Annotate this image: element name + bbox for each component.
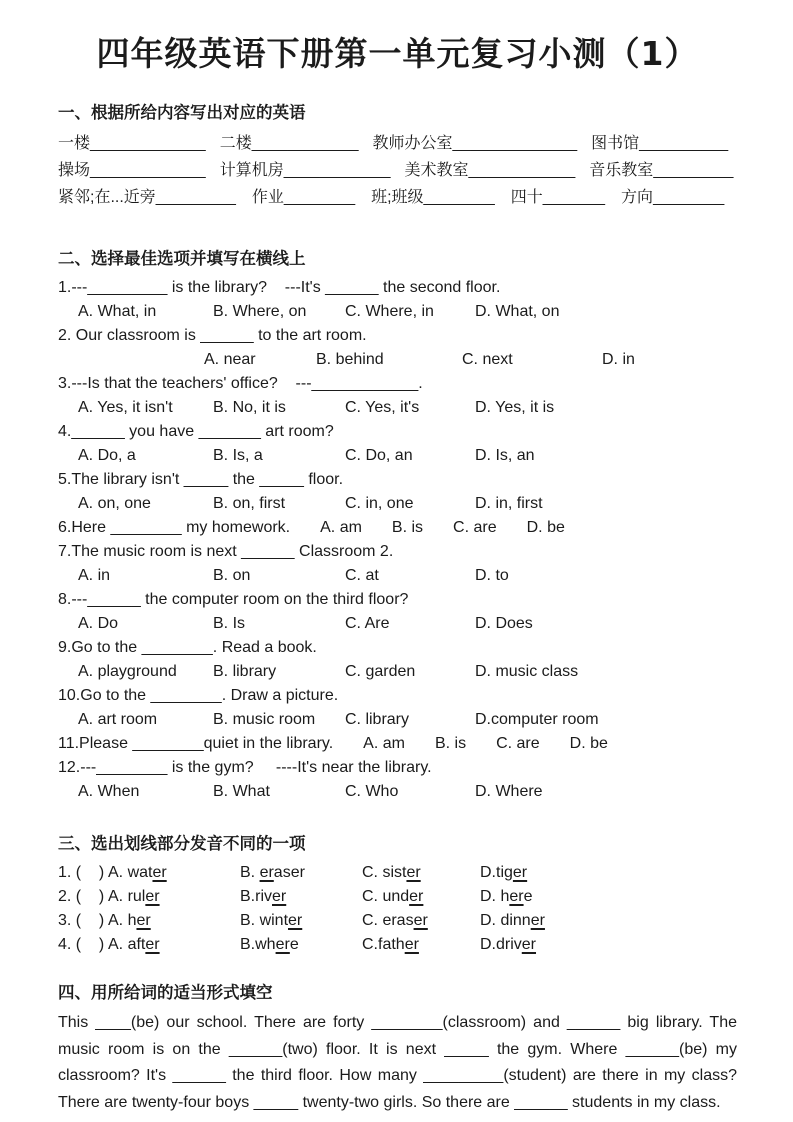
option: D. in, first	[475, 495, 543, 512]
answer-bracket: 3. ( )	[58, 912, 105, 929]
option: B. Where, on	[213, 303, 307, 320]
pronunciation-row	[58, 861, 737, 885]
answer-bracket: 1. ( )	[58, 864, 105, 881]
option: C. in, one	[345, 495, 414, 512]
question-options	[58, 348, 737, 372]
option: C. under	[362, 888, 424, 905]
vocab-item	[511, 184, 605, 211]
vocab-row	[58, 184, 737, 211]
vocab-item	[58, 157, 206, 184]
vocab-row	[58, 130, 737, 157]
answer-blank: _________	[155, 189, 236, 206]
option: B. Is	[213, 615, 246, 632]
vocab-label: 紧邻;在...近旁	[58, 189, 156, 206]
answer-blank: ____________	[251, 135, 359, 152]
option: D.computer room	[475, 711, 599, 728]
answer-blank: ____________	[283, 162, 391, 179]
option: C. Yes, it's	[345, 399, 420, 416]
option: B. library	[213, 663, 277, 680]
vocab-label: 音乐教室	[589, 162, 654, 179]
option: B.river	[240, 888, 287, 905]
vocab-label: 作业	[251, 189, 284, 206]
question-stem: 2. Our classroom is ______ to the art room.	[58, 327, 367, 344]
question-options	[58, 444, 737, 468]
option: B. is	[434, 735, 467, 752]
option: B. on, first	[213, 495, 286, 512]
vocab-item	[405, 157, 576, 184]
option: B. eraser	[240, 864, 305, 881]
option: A. ruler	[108, 888, 160, 905]
section-2-heading: 二、选择最佳选项并填写在横线上	[58, 250, 306, 268]
option: D. dinner	[480, 912, 545, 929]
section-multiple-choice	[58, 245, 737, 804]
pronunciation-row	[58, 909, 737, 933]
option: D. Does	[475, 615, 533, 632]
question-options	[58, 780, 737, 804]
vocab-item	[591, 130, 728, 157]
question-stem: 9.Go to the ________. Read a book.	[58, 639, 317, 656]
vocab-item	[220, 130, 359, 157]
option: C. Where, in	[345, 303, 434, 320]
section-3-rows	[58, 861, 737, 957]
question-options	[58, 612, 737, 636]
option: A. Do	[78, 615, 119, 632]
question-options	[58, 564, 737, 588]
option: C. Are	[345, 615, 390, 632]
vocab-row	[58, 157, 737, 184]
option: D. Where	[475, 783, 543, 800]
answer-blank: _____________	[90, 162, 206, 179]
vocab-label: 美术教室	[404, 162, 469, 179]
answer-bracket: 4. ( )	[58, 936, 105, 953]
answer-blank: ______________	[452, 135, 578, 152]
option: C. sister	[362, 864, 421, 881]
answer-blank: ________	[283, 189, 356, 206]
question-options	[58, 396, 737, 420]
vocab-label: 图书馆	[591, 135, 640, 152]
answer-bracket: 2. ( )	[58, 888, 105, 905]
option: B. No, it is	[213, 399, 286, 416]
section-cloze	[58, 979, 737, 1116]
question-stem: 6.Here ________ my homework.	[58, 519, 291, 536]
question-stem: 11.Please ________quiet in the library.	[58, 735, 334, 752]
vocab-label: 方向	[621, 189, 654, 206]
section-2-questions	[58, 276, 737, 804]
option: B. music room	[213, 711, 316, 728]
option: B. Is, a	[213, 447, 263, 464]
option: C. Do, an	[345, 447, 413, 464]
question-options	[58, 300, 737, 324]
option: A. What, in	[78, 303, 157, 320]
option: A. art room	[78, 711, 158, 728]
option: C. are	[453, 519, 497, 536]
answer-blank: ____________	[468, 162, 576, 179]
option: D. in	[602, 351, 635, 368]
question-options	[58, 660, 737, 684]
option: C. next	[462, 351, 513, 368]
question-stem: 10.Go to the ________. Draw a picture.	[58, 687, 339, 704]
option: D.driver	[480, 936, 537, 953]
answer-blank: _____________	[90, 135, 206, 152]
option: D. What, on	[475, 303, 560, 320]
option: B. on	[213, 567, 251, 584]
option: A. her	[108, 912, 151, 929]
answer-blank: _________	[653, 162, 734, 179]
cloze-paragraph: This ____(be) our school. There are forty ________(classroom) and ______ big library. The music room is on the ______(two) floor. It is next _____ the gym. Where ______(be) my classroom? It's ______ the third floor. How many _________(student) are there in my class? There are twenty-four boys _____ twenty-two girls. So there are ______ students in my class.	[58, 1014, 737, 1111]
option: A. in	[78, 567, 111, 584]
vocab-label: 教师办公室	[372, 135, 453, 152]
option: A. am	[320, 519, 362, 536]
option: D. Is, an	[475, 447, 535, 464]
vocab-item	[58, 130, 206, 157]
vocab-label: 计算机房	[219, 162, 284, 179]
option: D. be	[569, 735, 608, 752]
vocab-item	[621, 184, 724, 211]
vocab-item	[252, 184, 355, 211]
vocab-item	[589, 157, 733, 184]
question-line	[58, 516, 737, 540]
option: D.tiger	[480, 864, 528, 881]
option: B. is	[391, 519, 424, 536]
option: C. eraser	[362, 912, 428, 929]
option: C. are	[496, 735, 540, 752]
question-line	[58, 732, 737, 756]
option: A. am	[363, 735, 405, 752]
vocab-label: 二楼	[219, 135, 252, 152]
question-stem: 4.______ you have _______ art room?	[58, 423, 334, 440]
option: C. Who	[345, 783, 399, 800]
vocab-item	[371, 184, 495, 211]
answer-blank: __________	[639, 135, 729, 152]
option: C. at	[345, 567, 379, 584]
question-options	[58, 492, 737, 516]
option: A. on, one	[78, 495, 151, 512]
option: D. to	[475, 567, 509, 584]
answer-blank: _______	[542, 189, 606, 206]
section-vocabulary	[58, 99, 737, 211]
question-stem: 12.---________ is the gym? ----It's near the library.	[58, 759, 432, 776]
option: D. Yes, it is	[475, 399, 555, 416]
question-stem: 7.The music room is next ______ Classroom 2.	[58, 543, 394, 560]
question-stem: 8.---______ the computer room on the third floor?	[58, 591, 409, 608]
question-options	[58, 708, 737, 732]
answer-blank: ________	[653, 189, 725, 206]
section-4-heading: 四、用所给词的适当形式填空	[58, 984, 273, 1002]
vocab-label: 操场	[58, 162, 91, 179]
section-1-heading: 一、根据所给内容写出对应的英语	[58, 104, 306, 122]
vocab-label: 四十	[510, 189, 543, 206]
section-3-heading: 三、选出划线部分发音不同的一项	[58, 835, 306, 853]
option: B. What	[213, 783, 270, 800]
option: B. behind	[316, 351, 384, 368]
pronunciation-row	[58, 885, 737, 909]
option: D. be	[526, 519, 565, 536]
question-stem: 3.---Is that the teachers' office? ---____________.	[58, 375, 423, 392]
vocab-label: 班;班级	[371, 189, 424, 206]
option: A. playground	[78, 663, 177, 680]
option: A. water	[108, 864, 167, 881]
option: A. after	[108, 936, 160, 953]
vocab-label: 一楼	[58, 135, 91, 152]
option: C.father	[362, 936, 419, 953]
option: D. here	[480, 888, 533, 905]
page-title: 四年级英语下册第一单元复习小测（1）	[96, 34, 699, 73]
answer-blank: ________	[423, 189, 495, 206]
section-pronunciation	[58, 830, 737, 957]
option: D. music class	[475, 663, 579, 680]
option: A. Do, a	[78, 447, 136, 464]
option: B. winter	[240, 912, 303, 929]
vocab-item	[58, 184, 236, 211]
question-stem: 1.---_________ is the library? ---It's ______ the second floor.	[58, 279, 501, 296]
option: A. near	[204, 351, 256, 368]
vocab-item	[220, 157, 391, 184]
option: A. When	[78, 783, 140, 800]
vocab-item	[373, 130, 578, 157]
section-1-rows	[58, 130, 737, 211]
option: C. garden	[345, 663, 416, 680]
option: B.where	[240, 936, 299, 953]
pronunciation-row	[58, 933, 737, 957]
question-stem: 5.The library isn't _____ the _____ floor.	[58, 471, 344, 488]
option: C. library	[345, 711, 410, 728]
option: A. Yes, it isn't	[78, 399, 173, 416]
